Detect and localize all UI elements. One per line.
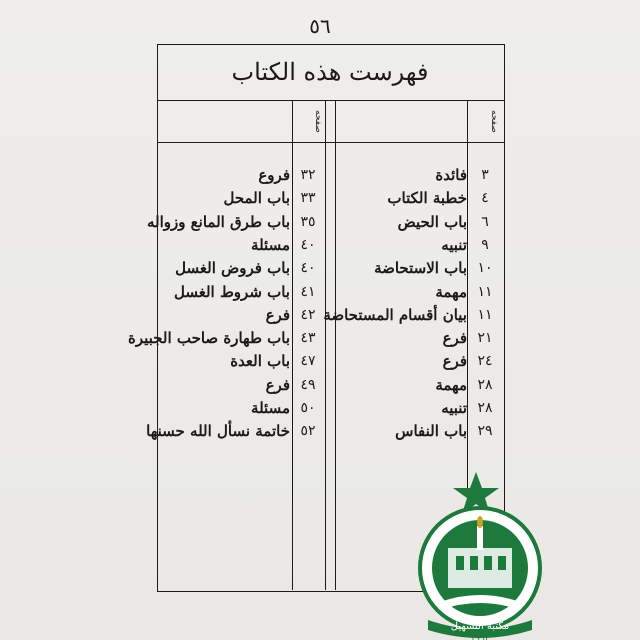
right-entry-page: ٢١ [477, 330, 493, 347]
left-entry-title: باب طهارة صاحب الجبيرة [128, 329, 290, 348]
left-entry-page: ٤٩ [300, 376, 316, 393]
left-entry-title: باب العدة [230, 352, 290, 371]
emblem-name: مكتبة التسهيل [450, 621, 510, 632]
center-column-divider-inner [325, 100, 326, 590]
right-entry-page: ٢٨ [477, 400, 493, 416]
right-entry-page: ٩ [481, 236, 489, 253]
page-number: ٥٦ [309, 14, 331, 38]
right-entry-page: ٦ [481, 213, 489, 230]
left-entry-page: ٤٢ [300, 306, 316, 323]
subheader-divider [157, 142, 505, 143]
right-entry-title: فائدة [435, 166, 467, 184]
right-entry-page: ٣ [481, 167, 489, 183]
library-emblem [410, 470, 590, 640]
left-entry-page: ٣٣ [300, 190, 316, 207]
left-entry-title: فرع [265, 375, 290, 394]
left-entry-page: ٤٧ [300, 353, 316, 370]
right-entry-page: ٢٤ [477, 353, 493, 370]
right-entry-page: ١٠ [477, 260, 493, 277]
left-entry-title: فروع [258, 166, 290, 184]
left-entry-page: ٥٢ [300, 423, 316, 440]
right-entry-title: باب النفاس [395, 422, 467, 441]
right-entry-title: باب الاستحاضة [374, 259, 467, 278]
right-entry-page: ٢٩ [477, 423, 493, 440]
left-entry-title: مسئلة [251, 399, 290, 417]
right-entry-title: تنبيه [441, 399, 467, 417]
left-entry-page: ٤٠ [300, 260, 316, 277]
left-entry-page: ٤٣ [300, 330, 316, 347]
left-entry-title: مسئلة [251, 235, 290, 254]
right-entry-page: ١١ [477, 306, 493, 323]
right-entry-title: مهمة [435, 282, 467, 301]
left-entry-page: ٤٠ [300, 236, 316, 253]
left-entry-title: خاتمة نسأل الله حسنها [146, 422, 290, 441]
right-entry-title: خطبة الكتاب [387, 189, 467, 208]
right-entry-page: ١١ [477, 283, 493, 300]
left-entry-page: ٣٥ [300, 213, 316, 230]
right-entry-title: تنبيه [441, 235, 467, 254]
index-title: فهرست هذه الكتاب [231, 58, 429, 86]
left-entry-title: باب المحل [223, 189, 290, 208]
right-column-header: صفحه [489, 109, 499, 133]
right-entry-title: فرع [442, 329, 467, 348]
right-entry-title: فرع [442, 352, 467, 371]
left-entry-title: فرع [265, 305, 290, 324]
left-column-header: صفحه [313, 109, 323, 133]
right-entry-title: بيان أقسام المستحاضة [323, 305, 467, 324]
left-entry-title: باب شروط الغسل [174, 282, 290, 301]
right-entry-page: ٤ [481, 190, 489, 207]
left-entry-page: ٣٢ [300, 167, 316, 183]
right-entry-title: باب الحيض [397, 212, 467, 231]
left-entry-page: ٤١ [300, 283, 316, 300]
left-entry-title: باب طرق المانع وزواله [146, 212, 290, 231]
left-entry-title: باب فروض الغسل [175, 259, 290, 278]
header-divider [157, 100, 505, 101]
left-entry-page: ٥٠ [300, 400, 316, 416]
right-entry-page: ٢٨ [477, 376, 493, 393]
candle-icon [477, 526, 483, 550]
flame-icon [477, 516, 483, 528]
right-entry-title: مهمة [435, 375, 467, 394]
emblem-year: ١٩٦٣ [470, 634, 490, 640]
